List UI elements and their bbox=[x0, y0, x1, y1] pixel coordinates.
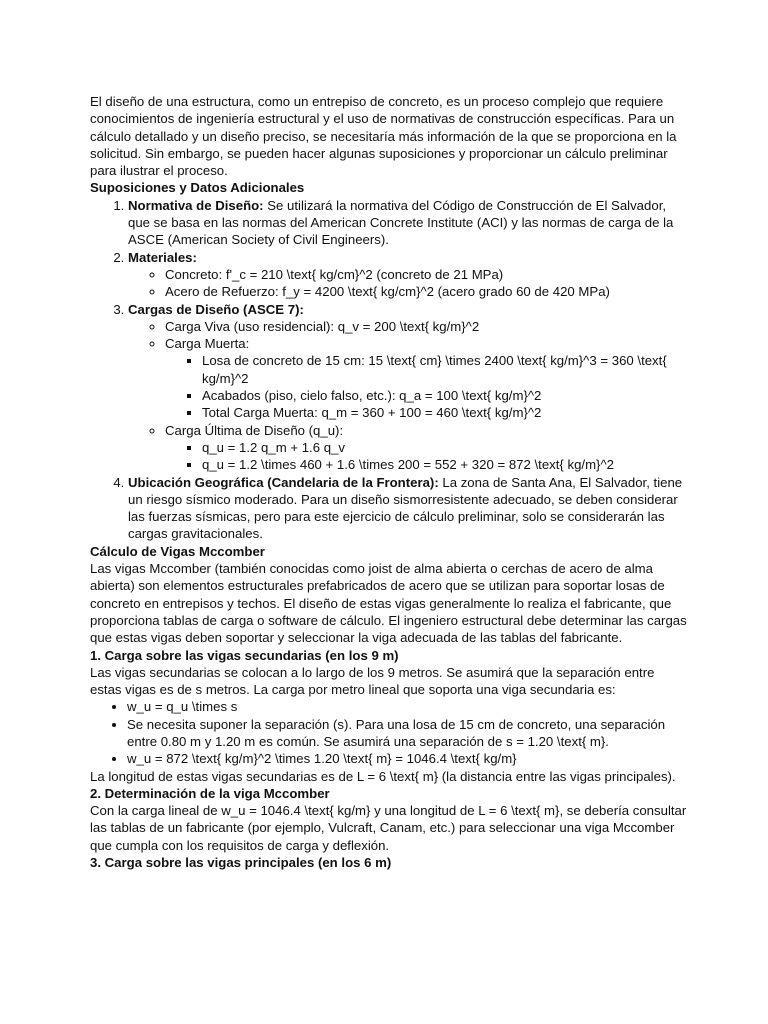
list-item bbox=[128, 474, 688, 543]
joists-heading: Cálculo de Vigas Mccomber bbox=[90, 543, 265, 559]
section-2-paragraph: Con la carga lineal de w_u = 1046.4 \text{ kg/m} y una longitud de L = 6 \text{ m}, se debería consultar las tablas de un fabricante (por ejemplo, Vulcraft, Canam, etc.) para seleccionar una viga Mccomber que cumpla con los requisitos de carga y deflexión. bbox=[90, 803, 687, 853]
location-text: La zona de Santa Ana, El Salvador, tiene un riesgo sísmico moderado. Para un diseño sismorresistente adecuado, se deben considerar las fuerzas sísmicas, pero para este ejercicio de cálculo preliminar, solo se considerarán las cargas gravitacionales. bbox=[128, 474, 683, 542]
joists-paragraph: Las vigas Mccomber (también conocidas como joist de alma abierta o cerchas de acero de alma abierta) son elementos estructurales prefabricados de acero que se utilizan para soportar losas de concreto en entrepisos y techos. El diseño de estas vigas generalmente lo realiza el fabricante, que proporciona tablas de carga o software de cálculo. El ingeniero estructural debe determinar las cargas que estas vigas deben soportar y seleccionar la viga adecuada de las tablas del fabricante. bbox=[90, 561, 687, 646]
list-item: ▪ Acabados (piso, cielo falso, etc.): q_a = 100 \text{ kg/m}^2 bbox=[202, 387, 688, 404]
section-3-heading: 3. Carga sobre las vigas principales (en los 6 m) bbox=[90, 855, 392, 871]
assumptions-list bbox=[90, 197, 688, 543]
ultimate-load-sublist bbox=[165, 439, 688, 474]
list-item: • w_u = q_u \times s bbox=[127, 698, 688, 715]
list-item bbox=[165, 335, 688, 421]
section-1-after: La longitud de estas vigas secundarias es de L = 6 \text{ m} (la distancia entre las vigas principales). bbox=[90, 768, 676, 784]
materials-sublist bbox=[128, 266, 688, 301]
design-code-label: Normativa de Diseño: bbox=[128, 197, 264, 213]
section-1-bullets bbox=[90, 698, 688, 767]
list-item: ▪ Losa de concreto de 15 cm: 15 \text{ cm} \times 2400 \text{ kg/m}^3 = 360 \text{ kg/m}^2 bbox=[202, 352, 688, 387]
assumptions-heading: Suposiciones y Datos Adicionales bbox=[90, 180, 305, 196]
list-item: • Se necesita suponer la separación (s). Para una losa de 15 cm de concreto, una separación entre 0.80 m y 1.20 m es común. Se asumirá una separación de s = 1.20 \text{ m}. bbox=[127, 716, 688, 751]
list-item: ◦ Concreto: f'_c = 210 \text{ kg/cm}^2 (concreto de 21 MPa) bbox=[165, 266, 688, 283]
list-item: ▪ q_u = 1.2 q_m + 1.6 q_v bbox=[202, 439, 688, 456]
loads-sublist bbox=[128, 318, 688, 474]
list-item: ▪ Total Carga Muerta: q_m = 360 + 100 = 460 \text{ kg/m}^2 bbox=[202, 404, 688, 421]
section-2-heading: 2. Determinación de la viga Mccomber bbox=[90, 785, 330, 801]
list-item: • w_u = 872 \text{ kg/m}^2 \times 1.20 \text{ m} = 1046.4 \text{ kg/m} bbox=[127, 750, 688, 767]
loads-label: Cargas de Diseño (ASCE 7): bbox=[128, 301, 304, 317]
list-item bbox=[128, 301, 688, 474]
list-item bbox=[128, 249, 688, 301]
ultimate-load-label: Carga Última de Diseño (q_u): bbox=[165, 422, 344, 438]
list-item: ▪ q_u = 1.2 \times 460 + 1.6 \times 200 = 552 + 320 = 872 \text{ kg/m}^2 bbox=[202, 456, 688, 473]
intro-paragraph: El diseño de una estructura, como un entrepiso de concreto, es un proceso complejo que requiere conocimientos de ingeniería estructural y el uso de normativas de construcción específicas. Para un cálculo detallado y un diseño preciso, se necesitaría más información de la que se proporciona en la solicitud. Sin embargo, se pueden hacer algunas suposiciones y proporcionar un cálculo preliminar para ilustrar el proceso. bbox=[90, 94, 677, 179]
list-item bbox=[165, 422, 688, 474]
materials-label: Materiales: bbox=[128, 249, 197, 265]
location-label: Ubicación Geográfica (Candelaria de la Frontera): bbox=[128, 474, 439, 490]
dead-load-sublist bbox=[165, 352, 688, 421]
list-item bbox=[128, 197, 688, 249]
design-code-text: Se utilizará la normativa del Código de Construcción de El Salvador, que se basa en las normas del American Concrete Institute (ACI) y las normas de carga de la ASCE (American Society of Civil Engineers). bbox=[128, 197, 674, 248]
dead-load-label: Carga Muerta: bbox=[165, 336, 250, 352]
list-item: ◦ Carga Viva (uso residencial): q_v = 200 \text{ kg/m}^2 bbox=[165, 318, 688, 335]
section-1-heading: 1. Carga sobre las vigas secundarias (en los 9 m) bbox=[90, 647, 399, 663]
section-1-paragraph: Las vigas secundarias se colocan a lo largo de los 9 metros. Se asumirá que la separación entre estas vigas es de s metros. La carga por metro lineal que soporta una viga secundaria es: bbox=[90, 664, 655, 698]
list-item: ◦ Acero de Refuerzo: f_y = 4200 \text{ kg/cm}^2 (acero grado 60 de 420 MPa) bbox=[165, 283, 688, 300]
